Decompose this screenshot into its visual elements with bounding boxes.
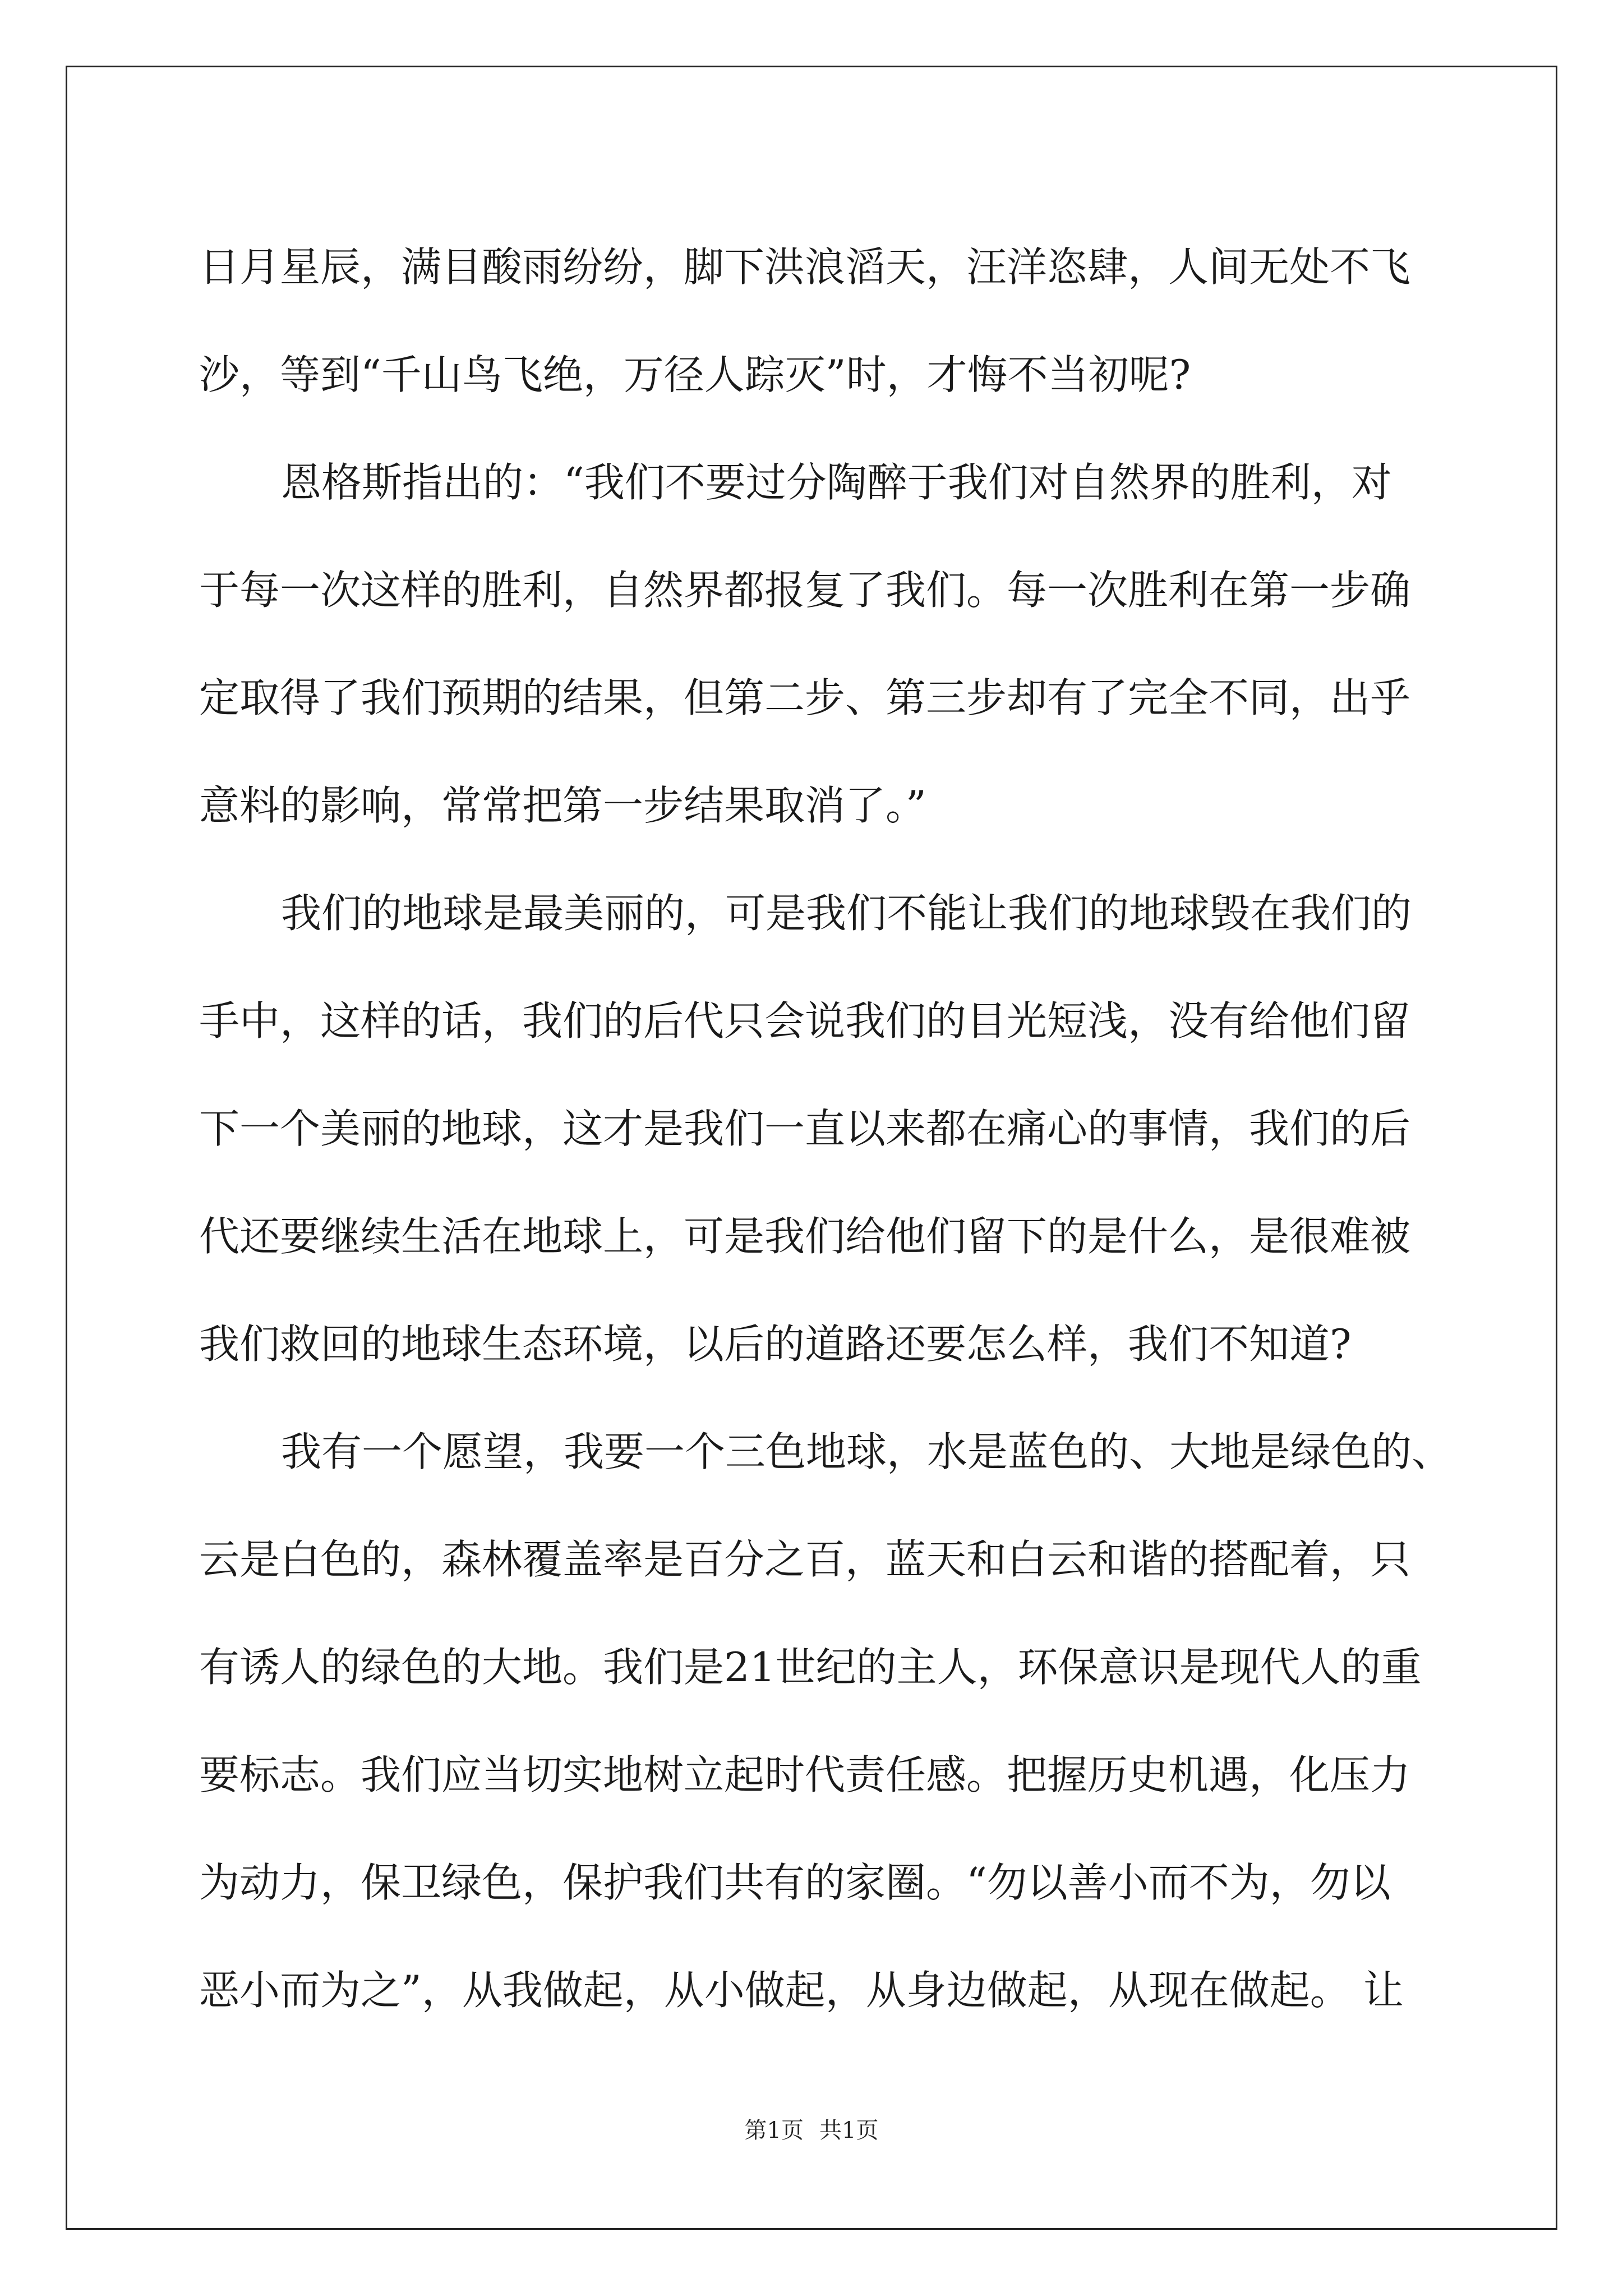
- text-line: 有诱人的绿色的大地。我们是21世纪的主人，环保意识是现代人的重: [199, 1644, 1422, 1691]
- text-line: 要标志。我们应当切实地树立起时代责任感。把握历史机遇，化压力: [199, 1751, 1411, 1798]
- text-line: 恩格斯指出的：“我们不要过分陶醉于我们对自然界的胜利，对: [281, 459, 1392, 506]
- text-line: 沙，等到“千山鸟飞绝，万径人踪灭”时，才悔不当初呢?: [199, 351, 1191, 398]
- page-total: 共1页: [819, 2118, 879, 2143]
- text-line: 我们的地球是最美丽的，可是我们不能让我们的地球毁在我们的: [281, 890, 1412, 937]
- text-line: 定取得了我们预期的结果，但第二步、第三步却有了完全不同，出乎: [199, 674, 1411, 721]
- page-number: 第1页: [744, 2118, 804, 2143]
- text-line: 云是白色的，森林覆盖率是百分之百，蓝天和白云和谐的搭配着，只: [199, 1536, 1411, 1583]
- text-line: 于每一次这样的胜利，自然界都报复了我们。每一次胜利在第一步确: [199, 567, 1411, 614]
- page-footer: [0, 2115, 1623, 2146]
- text-line: 意料的影响，常常把第一步结果取消了。”: [199, 782, 926, 829]
- text-line: 日月星辰，满目酸雨纷纷，脚下洪浪滔天，汪洋恣肆，人间无处不飞: [199, 243, 1411, 291]
- text-line: 为动力，保卫绿色，保护我们共有的家圈。“勿以善小而不为，勿以: [199, 1859, 1391, 1906]
- text-line: 我有一个愿望，我要一个三色地球，水是蓝色的、大地是绿色的、: [281, 1428, 1453, 1475]
- document-body: [199, 213, 1453, 2044]
- text-line: 恶小而为之”，从我做起，从小做起，从身边做起，从现在做起。 让: [199, 1967, 1404, 2014]
- text-line: 手中，这样的话，我们的后代只会说我们的目光短浅，没有给他们留: [199, 997, 1411, 1045]
- text-line: 代还要继续生活在地球上，可是我们给他们留下的是什么，是很难被: [199, 1213, 1411, 1260]
- text-line: 我们救回的地球生态环境，以后的道路还要怎么样，我们不知道?: [199, 1320, 1352, 1368]
- text-line: 下一个美丽的地球，这才是我们一直以来都在痛心的事情，我们的后: [199, 1105, 1411, 1152]
